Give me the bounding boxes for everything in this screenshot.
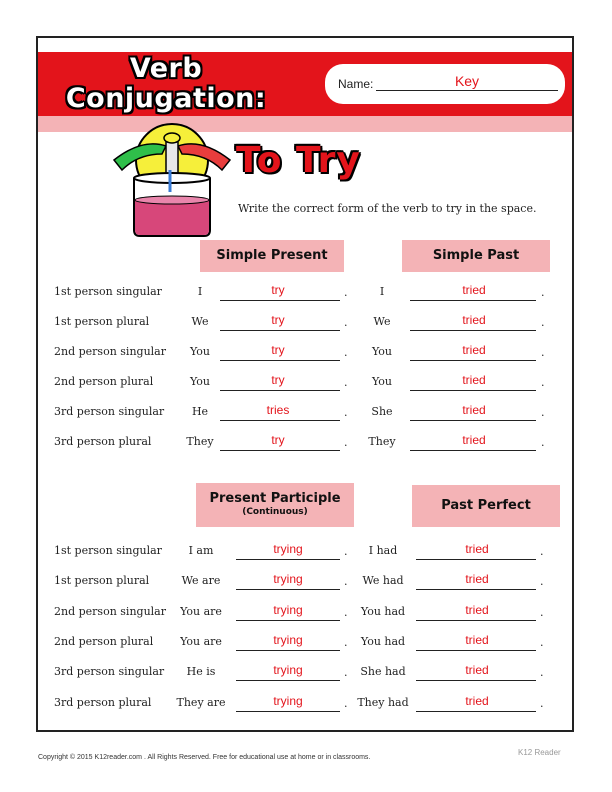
row-label: 2nd person singular — [54, 605, 166, 618]
row-label: 1st person singular — [54, 285, 162, 298]
answer-participle: trying — [273, 694, 303, 708]
header-present-participle — [196, 483, 354, 527]
row-label: 2nd person plural — [54, 635, 154, 648]
period: . — [541, 376, 545, 389]
period: . — [344, 436, 348, 449]
k12-logo: K12 Reader — [518, 748, 561, 757]
period: . — [541, 436, 545, 449]
beaker-illustration — [104, 118, 234, 238]
header-simple-present — [200, 240, 344, 272]
period: . — [344, 697, 348, 710]
answer-present: try — [271, 313, 285, 327]
pronoun-present: They — [186, 435, 214, 448]
header-simple-present-label: Simple Present — [216, 248, 328, 263]
header-present-participle-sub: (Continuous) — [242, 507, 308, 517]
pronoun-past: You — [371, 375, 392, 388]
answer-perfect: tried — [465, 694, 489, 708]
pronoun-present: You — [189, 375, 210, 388]
pronoun-participle: We are — [181, 574, 221, 587]
period: . — [540, 606, 544, 619]
row-label: 3rd person singular — [54, 405, 165, 418]
pronoun-present: He — [191, 405, 209, 418]
title-line-1: Verb — [129, 53, 203, 84]
period: . — [344, 316, 348, 329]
period: . — [540, 666, 544, 679]
name-label: Name: — [338, 77, 374, 91]
answer-past: tried — [462, 433, 486, 447]
name-field[interactable] — [376, 90, 558, 91]
row-label: 3rd person plural — [54, 435, 152, 448]
pronoun-participle: I am — [188, 544, 214, 557]
answer-perfect: tried — [465, 633, 489, 647]
row-label: 1st person singular — [54, 544, 162, 557]
row-label: 3rd person singular — [54, 665, 165, 678]
pronoun-past: I — [379, 285, 385, 298]
pronoun-participle: You are — [180, 635, 222, 648]
period: . — [540, 636, 544, 649]
header-present-participle-label: Present Participle — [209, 491, 341, 506]
period: . — [540, 545, 544, 558]
name-value: Key — [454, 73, 480, 89]
answer-present: try — [271, 283, 285, 297]
period: . — [541, 406, 545, 419]
answer-present: try — [271, 433, 285, 447]
answer-present: try — [271, 343, 285, 357]
instructions: Write the correct form of the verb to try in the space. — [238, 202, 537, 215]
pronoun-perfect: I had — [368, 544, 398, 557]
header-past-perfect — [412, 485, 560, 527]
pronoun-present: You — [189, 345, 210, 358]
row-label: 2nd person singular — [54, 345, 166, 358]
page-title — [46, 54, 286, 114]
row-label: 1st person plural — [54, 574, 150, 587]
pronoun-present: We — [191, 315, 209, 328]
period: . — [541, 286, 545, 299]
period: . — [540, 575, 544, 588]
pronoun-perfect: You had — [360, 605, 406, 618]
answer-participle: trying — [273, 542, 303, 556]
pronoun-perfect: She had — [360, 665, 406, 678]
period: . — [344, 406, 348, 419]
answer-past: tried — [462, 313, 486, 327]
pronoun-perfect: You had — [360, 635, 406, 648]
answer-past: tried — [462, 343, 486, 357]
period: . — [344, 575, 348, 588]
period: . — [344, 286, 348, 299]
pronoun-participle: They are — [176, 696, 226, 709]
answer-past: tried — [462, 283, 486, 297]
answer-past: tried — [462, 373, 486, 387]
pronoun-participle: You are — [180, 605, 222, 618]
period: . — [541, 346, 545, 359]
answer-participle: trying — [273, 633, 303, 647]
pronoun-past: She — [371, 405, 393, 418]
pronoun-participle: He is — [186, 665, 216, 678]
answer-perfect: tried — [465, 663, 489, 677]
period: . — [344, 376, 348, 389]
row-label: 3rd person plural — [54, 696, 152, 709]
answer-present: tries — [266, 403, 290, 417]
answer-participle: trying — [273, 603, 303, 617]
answer-perfect: tried — [465, 542, 489, 556]
pronoun-past: We — [373, 315, 391, 328]
answer-perfect: tried — [465, 572, 489, 586]
pronoun-past: You — [371, 345, 392, 358]
header-simple-past-label: Simple Past — [432, 248, 520, 263]
row-label: 1st person plural — [54, 315, 150, 328]
row-label: 2nd person plural — [54, 375, 154, 388]
verb-title: To Try — [236, 140, 361, 181]
title-line-2: Conjugation: — [65, 83, 267, 114]
period: . — [344, 666, 348, 679]
period: . — [344, 545, 348, 558]
pronoun-perfect: We had — [362, 574, 404, 587]
period: . — [344, 346, 348, 359]
answer-past: tried — [462, 403, 486, 417]
period: . — [540, 697, 544, 710]
answer-participle: trying — [273, 572, 303, 586]
pronoun-past: They — [368, 435, 396, 448]
period: . — [344, 606, 348, 619]
footer-copyright: Copyright © 2015 K12reader.com . All Rights Reserved. Free for educational use at home or in classrooms. — [38, 754, 371, 761]
period: . — [344, 636, 348, 649]
pronoun-perfect: They had — [357, 696, 409, 709]
answer-perfect: tried — [465, 603, 489, 617]
pronoun-present: I — [197, 285, 203, 298]
answer-present: try — [271, 373, 285, 387]
header-past-perfect-label: Past Perfect — [441, 498, 531, 513]
header-simple-past — [402, 240, 550, 272]
answer-participle: trying — [273, 663, 303, 677]
period: . — [541, 316, 545, 329]
